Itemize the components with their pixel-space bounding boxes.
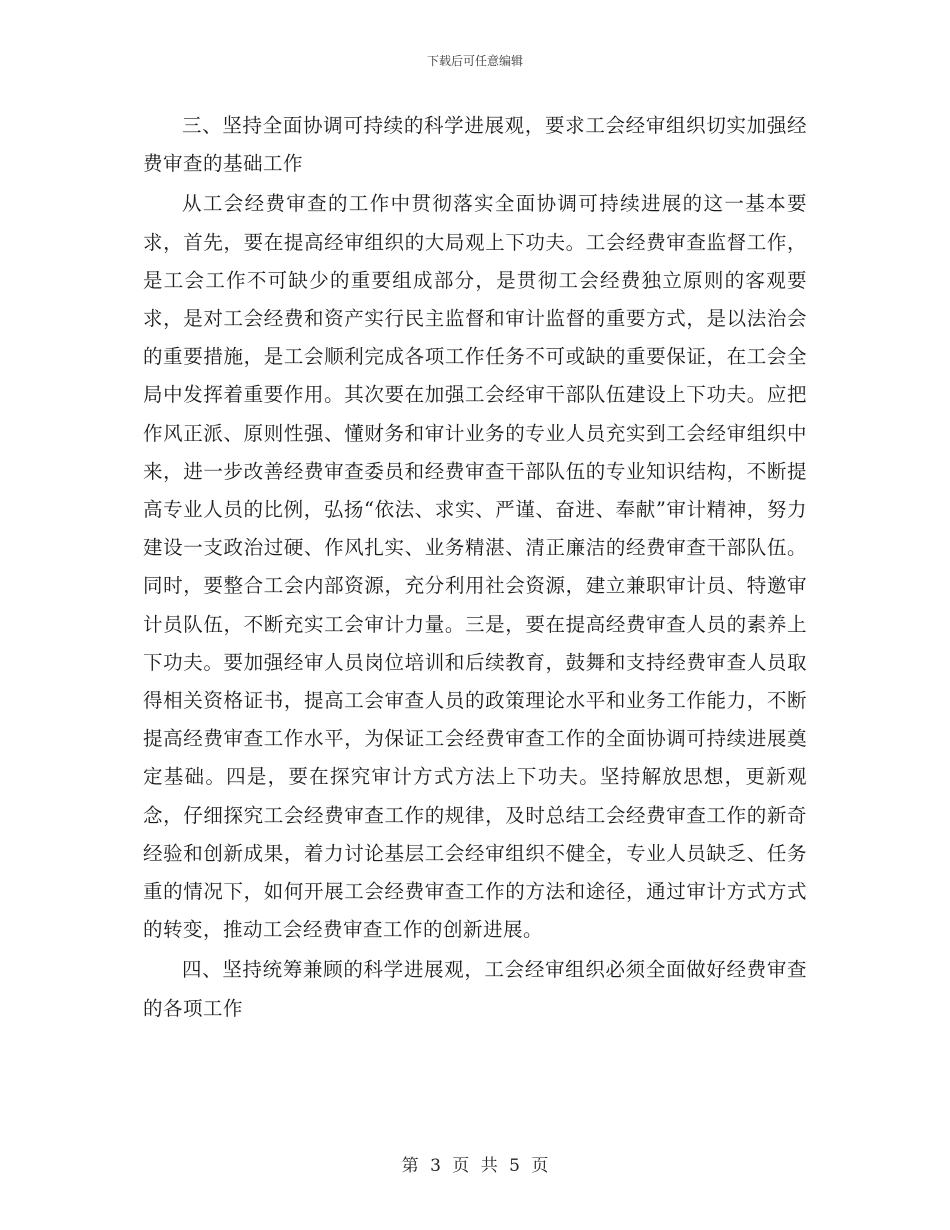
header-note: 下载后可任意编辑 bbox=[426, 54, 523, 68]
body-paragraph: 从工会经费审查的工作中贯彻落实全面协调可持续进展的这一基本要求，首先，要在提高经审组织的大局观上下功夫。工会经费审查监督工作，是工会工作不可缺少的重要组成部分，是贯彻工会经费独立原则的客观要求，是对工会经费和资产实行民主监督和审计监督的重要方式，是以法治会的重要措施，是工会顺利完成各项工作任务不可或缺的重要保证，在工会全局中发挥着重要作用。其次要在加强工会经审干部队伍建设上下功夫。应把作风正派、原则性强、懂财务和审计业务的专业人员充实到工会经审组织中来，进一步改善经费审查委员和经费审查干部队伍的专业知识结构，不断提高专业人员的比例，弘扬“依法、求实、严谨、奋进、奉献”审计精神，努力建设一支政治过硬、作风扎实、业务精湛、清正廉洁的经费审查干部队伍。同时，要整合工会内部资源，充分利用社会资源，建立兼职审计员、特邀审计员队伍，不断充实工会审计力量。三是，要在提高经费审查人员的素养上下功夫。要加强经审人员岗位培训和后续教育，鼓舞和支持经费审查人员取得相关资格证书，提高工会审查人员的政策理论水平和业务工作能力，不断提高经费审查工作水平，为保证工会经费审查工作的全面协调可持续进展奠定基础。四是，要在探究审计方式方法上下功夫。坚持解放思想，更新观念，仔细探究工会经费审查工作的规律，及时总结工会经费审查工作的新奇经验和创新成果，着力讨论基层工会经审组织不健全，专业人员缺乏、任务重的情况下，如何开展工会经费审查工作的方法和途径，通过审计方式方式的转变，推动工会经费审查工作的创新进展。 bbox=[143, 192, 807, 942]
page-number: 第 3 页 共 5 页 bbox=[401, 1156, 549, 1176]
section-heading-4: 四、坚持统筹兼顾的科学进展观，工会经审组织必须全面做好经费审查的各项工作 bbox=[143, 958, 807, 1020]
section-heading-3: 三、坚持全面协调可持续的科学进展观，要求工会经审组织切实加强经费审查的基础工作 bbox=[143, 114, 807, 176]
document-body bbox=[143, 107, 807, 1028]
